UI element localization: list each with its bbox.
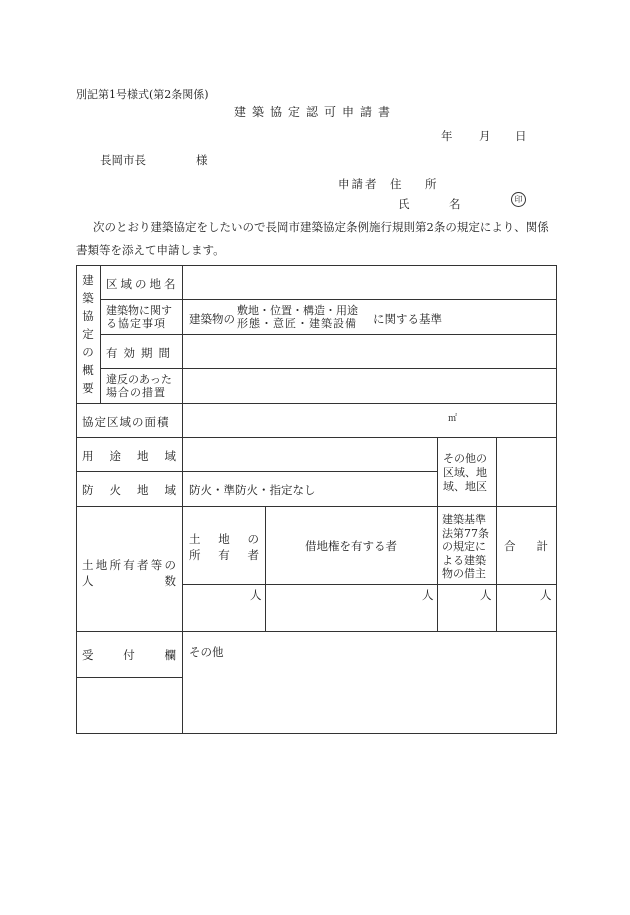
date-month-label: 月 — [479, 129, 491, 143]
fire-zone-value: 防火・準防火・指定なし — [189, 483, 316, 497]
person-unit: 人 — [250, 588, 262, 602]
violation-measure-label: 違反のあった 場合の措置 — [106, 373, 172, 399]
person-unit: 人 — [540, 588, 552, 602]
agreement-summary-label: 建 築 協 定 の 概 要 — [82, 273, 94, 395]
area-unit: ㎡ — [448, 414, 458, 424]
person-unit: 人 — [422, 588, 434, 602]
agreement-items-label: 建築物に関す る協定事項 — [106, 304, 172, 330]
fire-zone-label: 防 火 地 域 — [82, 483, 176, 497]
person-unit: 人 — [480, 588, 492, 602]
agreement-standards: 敷地・位置・構造・用途 形態・意匠・建築設備 — [237, 304, 358, 330]
date-year-label: 年 — [441, 129, 453, 143]
total-col-header: 合 計 — [504, 539, 548, 553]
other-label: その他 — [189, 645, 224, 659]
applicant-label: 申請者 — [338, 177, 379, 191]
date-day-label: 日 — [515, 129, 527, 143]
form-label: 別記第1号様式(第2条関係) — [76, 88, 209, 101]
agreement-suffix: に関する基準 — [373, 312, 442, 326]
use-zone-label: 用 途 地 域 — [82, 449, 176, 463]
address-label: 住 所 — [390, 177, 443, 191]
other-zone-label: その他の 区域、地 域、地区 — [443, 452, 487, 493]
validity-period-label: 有効期間 — [106, 346, 176, 360]
application-statement: 次のとおり建築協定をしたいので長岡市建築協定条例施行規則第2条の規定により、関係書類等を添えて申請します。 — [76, 220, 549, 257]
area-name-label: 区域の地名 — [106, 277, 179, 291]
addressee-name: 長岡市長 — [100, 153, 146, 167]
article77-col-header: 建築基準 法第77条 の規定に よる建築 物の借主 — [442, 513, 489, 580]
landowner-col-header: 土 地 の 所 有 者 — [189, 532, 259, 562]
seal-mark: 印 — [511, 192, 526, 207]
name-label: 氏 名 — [398, 197, 475, 211]
landowners-count-label: 土 地 所 有 者 等 の 人 数 — [82, 558, 176, 588]
leasehold-col-header: 借地権を有する者 — [305, 539, 397, 553]
agreement-prefix: 建築物の — [189, 312, 235, 326]
addressee-honorific: 様 — [196, 153, 208, 167]
reception-label: 受 付 欄 — [82, 648, 176, 662]
agreement-area-label: 協定区域の面積 — [82, 415, 170, 429]
document-title: 建築協定認可申請書 — [233, 105, 396, 119]
